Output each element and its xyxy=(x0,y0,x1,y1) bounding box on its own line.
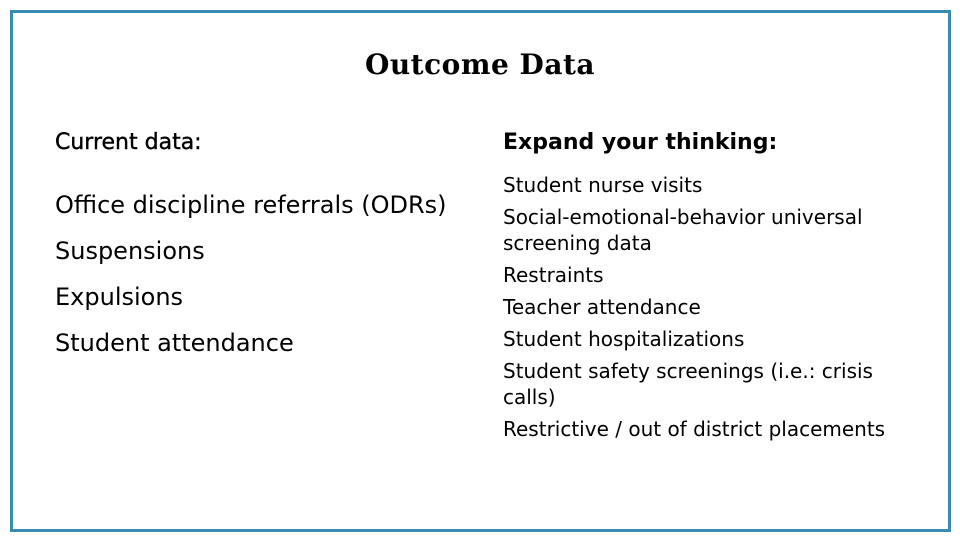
expand-thinking-item: Student nurse visits xyxy=(503,173,703,197)
expand-thinking-item: Restrictive / out of district placements xyxy=(503,417,886,441)
current-data-column xyxy=(55,128,495,366)
expand-thinking-item: Student hospitalizations xyxy=(503,327,745,351)
current-data-list xyxy=(55,182,495,366)
current-data-item: Student attendance xyxy=(55,329,294,357)
current-data-item: Expulsions xyxy=(55,283,184,311)
current-data-item: Suspensions xyxy=(55,237,205,265)
current-data-heading: Current data: xyxy=(55,130,202,155)
current-data-item: Office discipline referrals (ODRs) xyxy=(55,191,447,219)
expand-thinking-column xyxy=(503,128,923,448)
expand-thinking-list xyxy=(503,172,923,442)
expand-thinking-heading: Expand your thinking: xyxy=(503,130,778,155)
expand-thinking-item: Social-emotional-behavior universal screening data xyxy=(503,205,863,255)
expand-thinking-item: Teacher attendance xyxy=(503,295,701,319)
slide-title: Outcome Data xyxy=(364,48,596,81)
expand-thinking-item: Restraints xyxy=(503,263,604,287)
expand-thinking-item: Student safety screenings (i.e.: crisis calls) xyxy=(503,359,873,409)
